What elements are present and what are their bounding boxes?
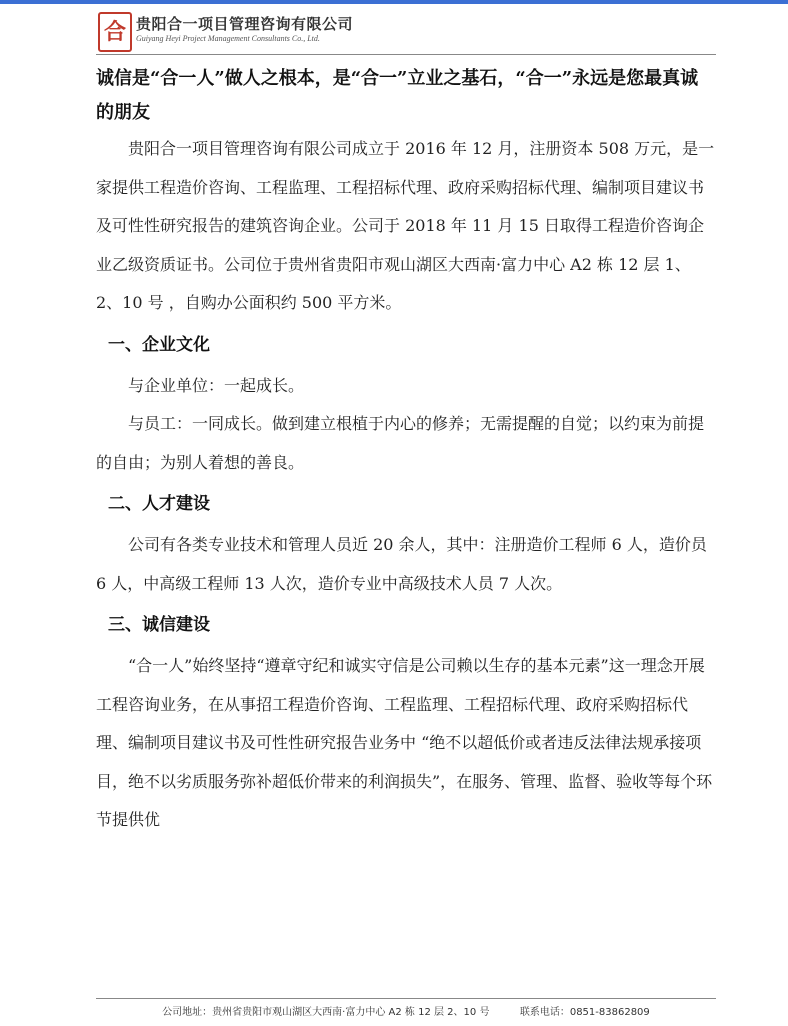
footer-phone: 联系电话：0851-83862809 (519, 1007, 650, 1018)
slogan: 诚信是“合一人”做人之根本，是“合一”立业之基石，“合一”永远是您最真诚的朋友 (96, 68, 699, 123)
section-heading-integrity: 三、诚信建设 (108, 615, 210, 635)
section-heading-culture: 一、企业文化 (108, 334, 210, 355)
footer (96, 1003, 716, 1018)
intro-paragraph: 贵阳合一项目管理咨询有限公司成立于 2016 年 12 月，注册资本 508 万元，是一家提供工程造价咨询、工程监理、工程招标代理、政府采购招标代理、编制项目建议书及可性性研究报告的建筑咨询企业。公司于 2018 年 11 月 15 日取得工程造价咨询企业乙级资质证书。公司位于贵州省贵阳市观山湖区大西南·富力中心 A2 栋 12 层 1、2、10 号 ，自购办公面积约 500 平方米。 (96, 139, 715, 312)
header-divider (96, 54, 716, 55)
footer-divider (96, 998, 716, 999)
footer-address: 公司地址：贵州省贵阳市观山湖区大西南·富力中心 A2 栋 12 层 2、10 号 (162, 1007, 490, 1018)
culture-paragraph-1: 与企业单位：一起成长。 (128, 375, 305, 395)
company-logo-icon: 合 (98, 12, 132, 52)
culture-paragraph-2: 与员工：一同成长。做到建立根植于内心的修养；无需提醒的自觉；以约束为前提的自由；为别人着想的善良。 (96, 414, 705, 472)
section-heading-talent: 二、人才建设 (108, 494, 210, 514)
top-accent-bar (0, 0, 788, 4)
letterhead (96, 8, 716, 54)
integrity-paragraph: “合一人”始终坚持“遵章守纪和诚实守信是公司赖以生存的基本元素”这一理念开展工程咨询业务，在从事招工程造价咨询、工程监理、工程招标代理、政府采购招标代理、编制项目建议书及可性性研究报告业务中 “绝不以超低价或者违反法律法规承接项目，绝不以劣质服务弥补超低价带来的利润损失”，在服务、管理、监督、验收等每个环节提供优 (96, 656, 713, 829)
company-name-cn: 贵阳合一项目管理咨询有限公司 (136, 15, 354, 33)
talent-paragraph: 公司有各类专业技术和管理人员近 20 余人，其中：注册造价工程师 6 人，造价员 6 人，中高级工程师 13 人次，造价专业中高级技术人员 7 人次。 (96, 535, 707, 593)
company-name-en: Guiyang Heyi Project Management Consultants Co., Ltd. (136, 34, 320, 43)
document-body (96, 56, 716, 840)
